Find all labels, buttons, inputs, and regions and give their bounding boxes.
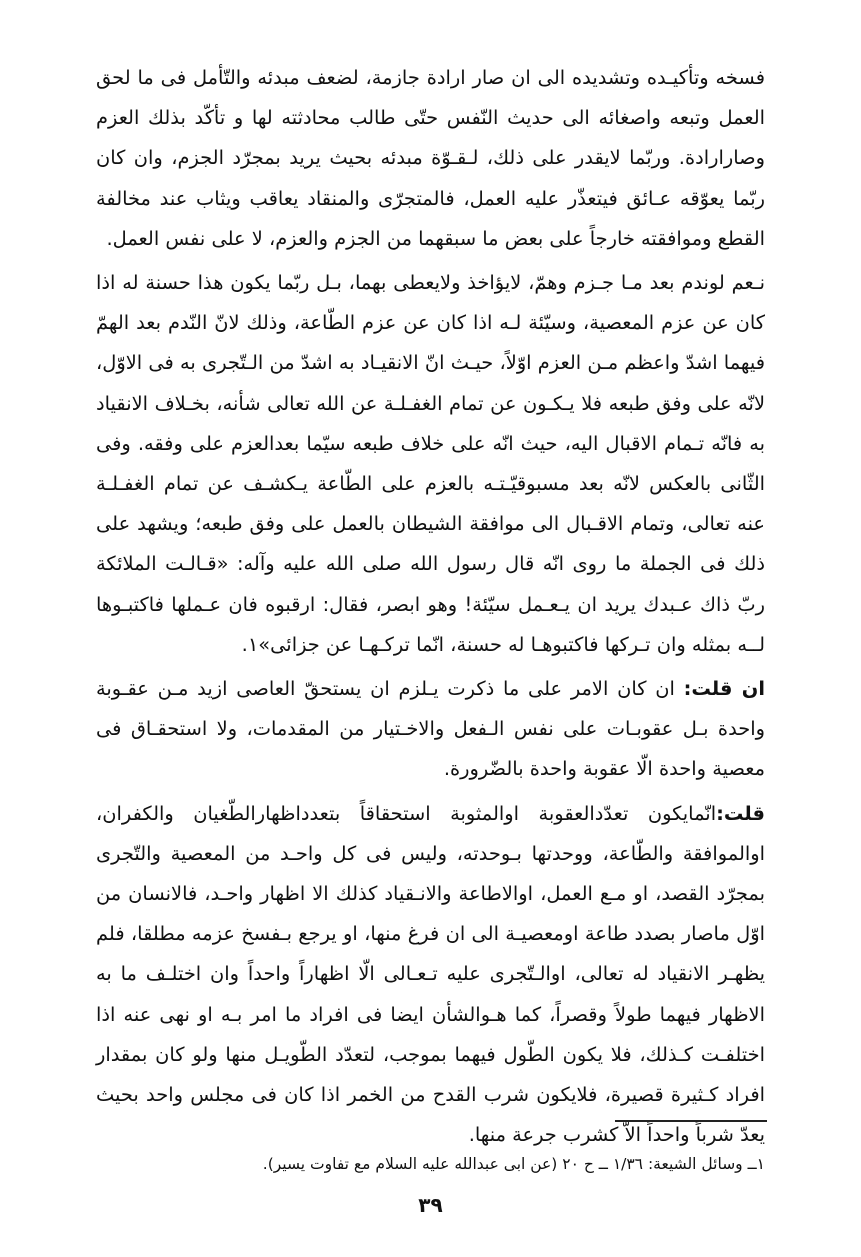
paragraph-1-text: فسخه وتأكيـده وتشديده الى ان صار ارادة جازمة، لضعف مبدئه والتّأمل فى ما لحق العمل وتبعه واصغائه الى حديث النّفس حتّى طالب محادثته لها و تأكّد بذلك العزم وصارارادة. وربّما لايقدر على ذلك، لـقـوّة مبدئه بحيث يريد بمجرّد الجزم، وان كان ربّما يعوّقه عـائق فيتعذّر عليه العمل، فالمتجرّى والمنقاد يعاقب ويثاب عند مخالفة القطع وموافقته خارجاً على بعض ما سبقهما من الجزم والعزم، لا على نفس العمل. xyxy=(96,66,765,250)
paragraph-2-text: نـعم لوندم بعد مـا جـزم وهمّ، لايؤاخذ ولايعطى بهما، بـل ربّما يكون هذا حسنة له اذا كان عن عزم المعصية، وسيّئة لـه اذا كان عن عزم الطّاعة، وذلك لانّ النّدم بعد الهمّ فيهما اشدّ واعظم مـن العزم اوّلاً، حيـث انّ الانقيـاد به اشدّ من الـتّجرى به فى الاوّل، لانّه على وفق طبعه فلا يـكـون عن تمام الغفـلـة عن الله تعالى شأنه، بخـلاف الانقياد به فانّه تـمام الاقبال اليه، حيث انّه على خلاف طبعه سيّما بعدالعزم على وفقه. وفى الثّانى بالعكس لانّه بعد مسبوقيّـتـه بالعزم على الطّاعة يـكشـف عن تمام الغفـلـة عنه تعالى، وتمام الاقـبال الى موافقة الشيطان بالعمل على وفق طبعه؛ ويشهد على ذلك فى الجملة ما روى انّه قال رسول الله صلى الله عليه وآله: «قـالـت الملائكة ربّ ذاك عـبدك يريد ان يـعـمل سيّئة! وهو ابصر، فقال: ارقبوه فان عـملها فاكتبـوها لــه بمثله وان تـركها فاكتبوهـا له حسنة، انّما تركـهـا عن جزائى»١. xyxy=(96,271,765,656)
paragraph-3-label: ان قلت: xyxy=(683,677,765,701)
page-body xyxy=(96,58,765,1159)
paragraph-4-text: انّمايكون تعدّدالعقوبة اوالمثوبة استحقاقاً بتعدداظهارالطّغيان والكفران، اوالموافقة والطّاعة، ووحدتها بـوحدته، وليس فى كل واحـد من المعصية والتّجرى بمجرّد القصد، او مـع العمل، اوالاطاعة والانـقياد كذلك الا اظهار واحـد، فالانسان من اوّل ماصار بصدد طاعة اومعصيـة الى ان فرغ منها، او يرجع بـفسخ عزمه مطلقا، فلم يظهـر الانقياد له تعالى، اوالـتّجرى عليه تـعـالى الّا اظهاراً واحداً وان اختلـف ما به الاظهار فيهما طولاً وقصراً، كما هـوالشأن ايضا فى افراد ما امر بـه او نهى عنه اذا اختلفـت كـذلك، فلا يكون الطّول فيهما بموجب، لتعدّد الطّويـل منها ولو كان بمقدار افراد كـثيرة قصيرة، فلايكون شرب القدح من الخمر اذا كان فى مجلس واحد بحيث يعدّ شرباً واحداً الاّ كشرب جرعة منها. xyxy=(96,801,765,1147)
paragraph-3 xyxy=(96,669,765,790)
paragraph-1 xyxy=(96,58,765,259)
paragraph-4 xyxy=(96,794,765,1156)
page-number: ٣٩ xyxy=(418,1193,443,1217)
paragraph-2 xyxy=(96,263,765,665)
footnote-divider xyxy=(615,1120,767,1122)
footnote: ١ــ وسائل الشيعة: ١/٣٦ ــ ح ٢٠ (عن ابى عبدالله عليه السلام مع تفاوت يسير). xyxy=(262,1155,765,1173)
paragraph-4-label: قلت: xyxy=(716,801,765,825)
paragraph-3-text: ان كان الامر على ما ذكرت يـلزم ان يستحقّ العاصى ازيد مـن عقـوبة واحدة بـل عقوبـات على نفس الـفعل والاخـتيار من المقدمات، ولا استحقـاق فى معصية واحدة الّا عقوبة واحدة بالضّرورة. xyxy=(96,677,765,781)
